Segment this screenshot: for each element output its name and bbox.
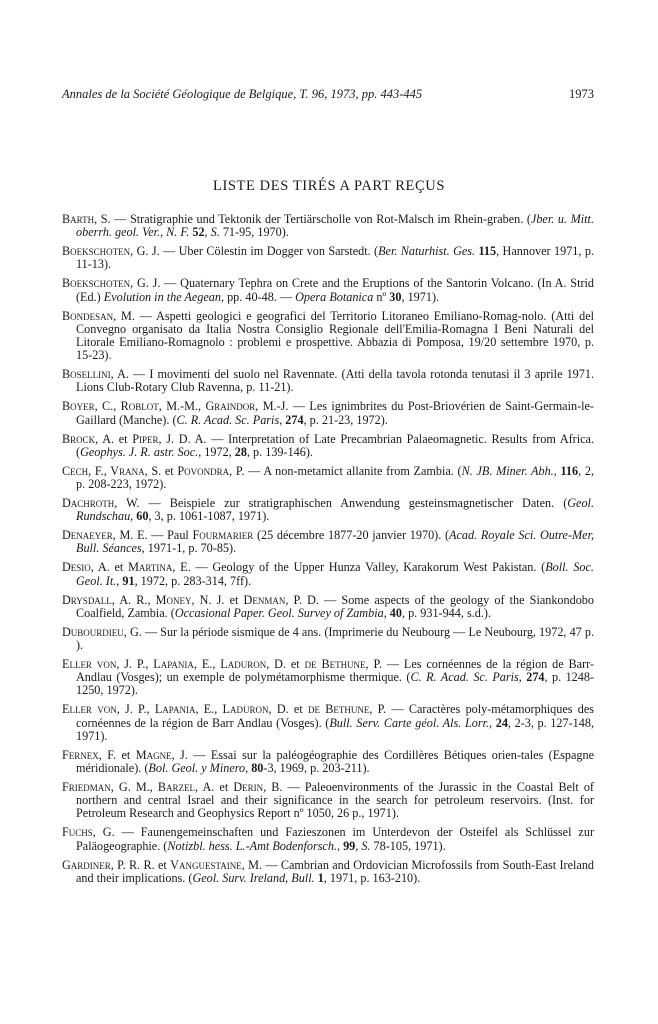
publication-title: N. JB. Miner. Abh. (461, 463, 554, 478)
entry-text: — Les cornéennes de la région de Barr-Andlau (Vosges); un exemple de polymétamorphisme thermique. ( (76, 657, 595, 685)
entry-text: — Sur la période sismique de 4 ans. (Imprimerie du Neubourg — Le Neubourg, 1972, 47 p. ). (76, 624, 594, 653)
running-header (62, 87, 594, 107)
reference-entry (62, 529, 594, 555)
entry-text: , 3, p. 1061-1087, 1971). (148, 509, 270, 524)
entry-text: , 1971). (401, 289, 440, 304)
entry-text: , (553, 463, 561, 478)
entry-text: — Cambrian and Ordovician Microfossils from South-East Ireland and their implications. ( (76, 857, 595, 885)
publication-title: C. R. Acad. Sc. Paris (176, 412, 280, 427)
author-name: Drysdall, A. R., Money, N. J. (62, 592, 225, 607)
author-name: Boekschoten, G. J. (62, 276, 161, 291)
entry-text: et (114, 431, 133, 446)
entry-text: — Quaternary Tephra on Crete and the Eruptions of the Santorin Volcano. (In A. Strid (Ed.) (76, 276, 595, 304)
reference-entry (62, 245, 594, 271)
author-name: Dubourdieu, G. (62, 624, 142, 639)
publication-title: Geophys. J. R. astr. Soc. (80, 444, 199, 459)
publication-title: Notizbl. hess. L.-Amt Bodenforsch. (167, 838, 337, 853)
entry-text: (25 décembre 1877-20 janvier 1970). ( (253, 528, 450, 543)
reference-entry (62, 703, 594, 743)
author-name: Vanguestaine, M. (170, 857, 263, 872)
entry-text: et (288, 702, 308, 717)
entry-text: , (489, 715, 496, 730)
volume-number: 99 (343, 838, 356, 853)
publication-title: Boll. Soc. Geol. It. (76, 560, 594, 588)
reference-entry (62, 497, 594, 523)
volume-number: 116 (560, 463, 579, 478)
author-name: Bosellini, A. (62, 367, 129, 382)
reference-entry (62, 658, 594, 698)
publication-title: Geol. Rundschau (76, 496, 594, 524)
author-name: Denman, P. D. (243, 592, 319, 607)
author-name: Gardiner, P. R. R. (62, 857, 155, 872)
reference-entry (62, 310, 594, 363)
entry-text: , p. 931-944, s.d.). (401, 605, 492, 620)
entry-text: — Les ignimbrites du Post-Briovérien de Saint-Germain-le-Gaillard (Manche). ( (76, 399, 594, 427)
entry-text: , p. 1248-1250, 1972). (76, 670, 595, 698)
publication-title: Evolution in the Aegean (103, 289, 221, 304)
entry-text: — I movimenti del suolo nel Ravennate. (Atti della tavola rotonda tenutasi il 3 aprile 1971. Lions Club-Rotary Club Ravenna, p. 11-21). (76, 367, 595, 395)
entry-text: et (214, 780, 234, 795)
entry-text: , pp. 40-48. — (220, 289, 296, 304)
volume-number: 274 (285, 412, 304, 427)
author-name: Boyer, C., Roblot, M.-M., Graindor, M.-J. (62, 399, 289, 414)
entry-text: 78-105, 1971). (370, 838, 446, 853)
author-name: Magne, J. (135, 747, 188, 762)
entry-text: , 1971, p. 163-210). (323, 870, 421, 885)
entry-text: -3, 1969, p. 203-211). (263, 761, 370, 776)
entry-text: et (154, 857, 171, 872)
reference-entry (62, 400, 594, 426)
author-name: Martina, E. (128, 560, 191, 575)
author-name: Denaeyer, M. E. (62, 528, 148, 543)
entry-text: , (130, 509, 137, 524)
entry-text: 71-95, 1970). (219, 225, 289, 240)
entry-text: et (161, 463, 178, 478)
entry-text: — Paul (147, 528, 193, 543)
entry-text: et (109, 560, 129, 575)
volume-number: 40 (389, 605, 402, 620)
reference-entry (62, 781, 594, 821)
author-name: de Bethune, P. (304, 657, 382, 672)
publication-title: Bull. Serv. Carte géol. Als. Lorr. (329, 715, 490, 730)
entry-text: , 1972, (198, 444, 235, 459)
entry-text: , (336, 838, 344, 853)
publication-title: Bol. Geol. y Minero (148, 761, 246, 776)
author-name: Dachroth, W. (62, 496, 140, 511)
author-name: Piper, J. D. A. (132, 431, 207, 446)
entry-text: , (383, 605, 390, 620)
publication-title: Acad. Royale Sci. Outre-Mer, Bull. Séances (76, 528, 595, 556)
author-name: de Bethune, P. (308, 702, 387, 717)
author-name: Fernex, F. (62, 747, 117, 762)
volume-number: 52 (192, 225, 205, 240)
header-year: 1973 (569, 87, 594, 101)
entry-text: , p. 21-23, 1972). (303, 412, 388, 427)
reference-entry (62, 433, 594, 459)
reference-entry (62, 626, 594, 652)
publication-title: C. R. Acad. Sc. Paris (410, 670, 519, 685)
reference-entry (62, 368, 594, 394)
publication-title: Ber. Naturhist. Ges. (378, 244, 476, 259)
entry-text: et (224, 592, 244, 607)
publication-title: Jber. u. Mitt. oberrh. geol. Ver., N. F. (76, 212, 594, 240)
entry-text: , (355, 838, 362, 853)
entry-text: — Paleoenvironments of the Jurassic in the Coastal Belt of northern and central Israel and their significance in the search for petroleum reservoirs. (Inst. for Petroleum Research and Geophysics Report nº 1050, 26 p., 1971). (76, 780, 594, 821)
reference-list (62, 213, 594, 891)
reference-entry (62, 859, 594, 885)
entry-text: — Interpretation of Late Precambrian Palaeomagnetic. Results from Africa. ( (76, 431, 594, 459)
entry-text: , 2, p. 208-223, 1972). (76, 463, 595, 492)
entry-text: — Some aspects of the geology of the Siankondobo Coalfield, Zambia. ( (76, 592, 594, 620)
volume-number: 28 (234, 444, 247, 459)
page-title: LISTE DES TIRÉS A PART REÇUS (212, 178, 445, 194)
entry-text: et (116, 747, 136, 762)
publication-title: Opera Botanica (295, 289, 374, 304)
volume-number: 80 (251, 761, 264, 776)
reference-entry (62, 277, 594, 303)
entry-text: , (518, 670, 527, 685)
entry-text: — Uber Cölestin im Dogger von Sarstedt. ( (159, 244, 379, 259)
author-name: Eller von, J. P., Lapania, E., Laduron, D. (62, 702, 289, 717)
entry-text: , (204, 225, 211, 240)
author-name: Brock, A. (62, 431, 115, 446)
publication-title: Occasional Paper. Geol. Survey of Zambia (174, 605, 384, 620)
journal-citation: Annales de la Société Géologique de Belgique, T. 96, 1973, pp. 443-445 (62, 87, 423, 101)
entry-text: , (245, 761, 252, 776)
entry-text: , (116, 573, 123, 588)
entry-text: — Stratigraphie und Tektonik der Tertiärscholle von Rot-Malsch im Rhein-graben. ( (110, 212, 531, 226)
reference-entry (62, 465, 594, 491)
author-name: Bondesan, M. (62, 308, 135, 323)
entry-text: , p. 139-146). (246, 444, 313, 459)
volume-number: 30 (389, 289, 402, 304)
reference-entry (62, 594, 594, 620)
entry-text: — Aspetti geologici e geografici del Territorio Litoraneo Emiliano-Romag-nolo. (Atti del Convegno organisato da Italia Nostra Consiglio Regionale dell'Emilia-Romagna I Beni Naturali del Litorale Emiliano-Romagnolo : problemi e prospettive. Abbazia di Pomposa, 19/20 settembre 1970, p. 15-23). (76, 308, 595, 363)
author-name: Fourmarier (192, 528, 254, 543)
volume-number: 60 (136, 509, 149, 524)
entry-text: — Caractères poly-métamorphiques des cornéennes de la région de Barr Andlau (Vosges). ( (76, 702, 595, 730)
author-name: Barth, S. (62, 212, 111, 226)
author-name: Povondra, P. (177, 463, 245, 478)
entry-text: — Beispiele zur stratigraphischen Anwendung gesteinsmagnetischer Daten. ( (139, 496, 568, 511)
entry-text: — Geology of the Upper Hunza Valley, Karakorum West Pakistan. ( (190, 560, 546, 575)
entry-text: , 1971-1, p. 70-85). (141, 541, 237, 556)
author-name: Eller von, J. P., Lapania, E., Laduron, D. (62, 657, 286, 672)
entry-text: , Hannover 1971, p. 11-13). (76, 244, 594, 272)
volume-number: 274 (526, 670, 545, 685)
author-name: Derin, B. (233, 780, 283, 795)
reference-entry (62, 826, 594, 852)
publication-title: S. (361, 838, 371, 853)
author-name: Friedman, G. M., Barzel, A. (62, 780, 215, 795)
reference-entry (62, 213, 594, 239)
publication-title: S. (210, 225, 220, 240)
author-name: Cech, F., Vrana, S. (62, 463, 162, 478)
entry-text: et (286, 657, 305, 672)
author-name: Desio, A. (62, 560, 110, 575)
entry-text: nº (373, 289, 390, 304)
reference-entry (62, 561, 594, 587)
volume-number: 1 (317, 870, 324, 885)
publication-title: Geol. Surv. Ireland, Bull. (192, 870, 315, 885)
volume-number: 115 (478, 244, 497, 259)
reference-entry (62, 749, 594, 775)
entry-text: , (279, 412, 286, 427)
author-name: Fuchs, G. (62, 825, 115, 840)
entry-text: — Faunengemeinschaften und Fazieszonen im Unterdevon der Osteifel als Schlüssel zur Paläogeographie. ( (76, 825, 594, 853)
entry-text: — A non-metamict allanite from Zambia. ( (244, 463, 462, 478)
entry-text: , 1972, p. 283-314, 7ff). (134, 573, 252, 588)
entry-text: — Essai sur la paléogéographie des Cordillères Bétiques orien-tales (Espagne méridionale). ( (76, 747, 595, 776)
entry-text: , 2-3, p. 127-148, 1971). (76, 715, 595, 743)
volume-number: 91 (122, 573, 135, 588)
volume-number: 24 (495, 715, 508, 730)
author-name: Boekschoten, G. J. (62, 244, 160, 259)
